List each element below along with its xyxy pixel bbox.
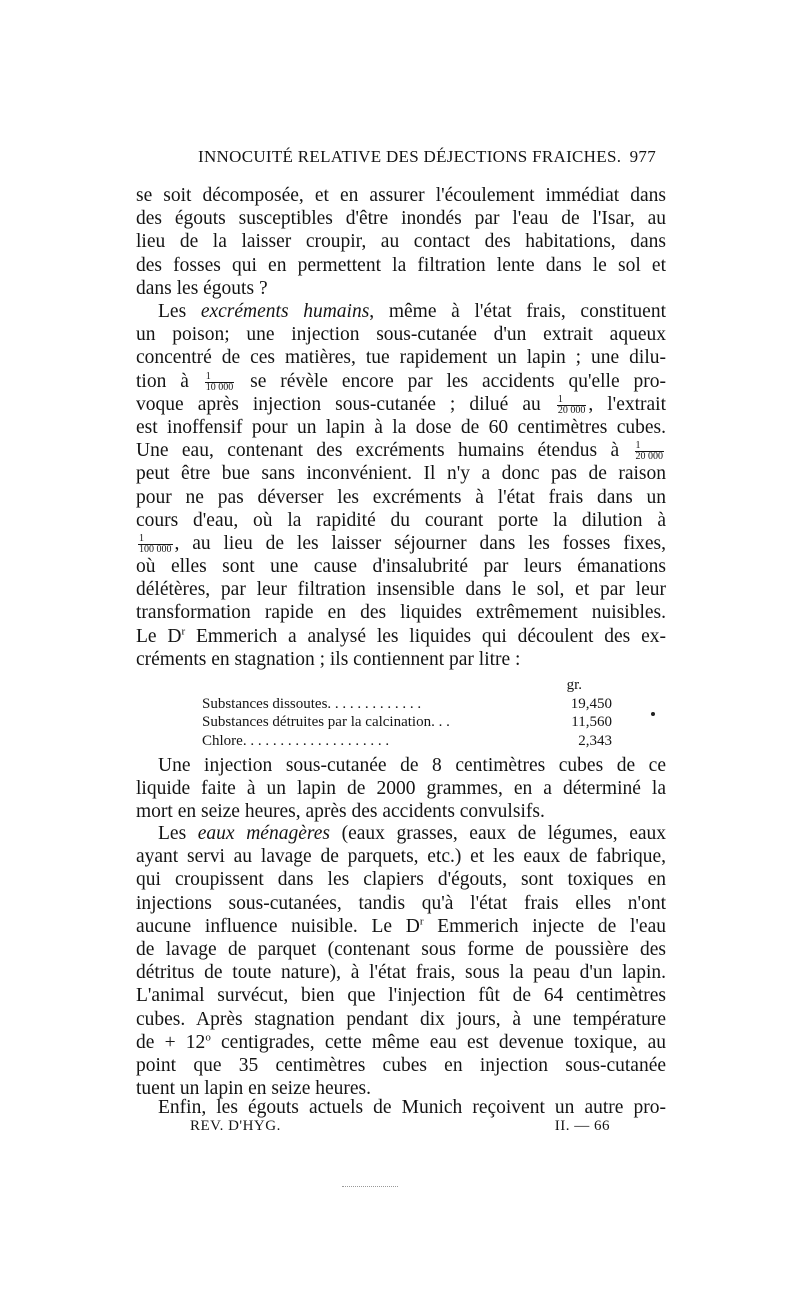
text-line: de lavage de parquet (contenant sous forme de poussière des xyxy=(136,938,666,960)
text-line: ayant servi au lavage de parquets, etc.) et les eaux de fabrique, xyxy=(136,846,666,868)
text-line: voque après injection sous-cutanée ; dilué au $\frac{1}{20 000}$ , l'extrait xyxy=(136,393,666,416)
text-line: lieu de la laisser croupir, au contact des habitations, dans xyxy=(136,231,666,253)
fraction: $\frac{1}{100 000}$ xyxy=(139,532,172,555)
text-line: des égouts susceptibles d'être inondés par l'eau de l'Isar, au xyxy=(136,208,666,230)
row-value: 11,560 xyxy=(571,714,612,730)
text-line: délétères, par leur filtration insensible dans le sol, et par leur xyxy=(136,579,666,601)
text-line: est inoffensif pour un lapin à la dose de 60 centimètres cubes. xyxy=(136,416,666,438)
text-line: des fosses qui en permettent la filtration lente dans le sol et xyxy=(136,254,666,276)
ink-speck xyxy=(651,712,655,716)
text-line: point que 35 centimètres cubes en injection sous-cutanée xyxy=(136,1054,666,1076)
text-line: concentré de ces matières, tue rapidement un lapin ; une dilu- xyxy=(136,347,666,369)
text-line: Enfin, les égouts actuels de Munich reçoivent un autre pro- xyxy=(158,1097,666,1118)
table-row xyxy=(202,695,612,714)
journal-abbrev: REV. D'HYG. xyxy=(190,1118,281,1134)
text-line: aucune influence nuisible. Le $D^r$ Emmerich injecte de l'eau xyxy=(136,915,666,937)
text-line: de + $12^o$ centigrades, cette même eau est devenue toxique, au xyxy=(136,1031,666,1053)
text-line: créments en stagnation ; ils contiennent par litre : xyxy=(136,648,521,670)
text-line: mort en seize heures, après des accidents convulsifs. xyxy=(136,801,545,823)
row-value: 2,343 xyxy=(578,732,612,749)
text-line: qui croupissent dans les clapiers d'égouts, sont toxiques en xyxy=(136,869,666,891)
table-row xyxy=(202,713,612,732)
text-line: un poison; une injection sous-cutanée d'un extrait aqueux xyxy=(136,324,666,346)
text-line: pour ne pas déverser les excréments à l'état frais dans un xyxy=(136,486,666,508)
text-line: Les eaux ménagères (eaux grasses, eaux de légumes, eaux xyxy=(158,823,667,844)
text-line: où elles sont une cause d'insalubrité par leurs émanations xyxy=(136,556,666,578)
table-row xyxy=(202,732,612,751)
text-line: transformation rapide en des liquides extrêmement nuisibles. xyxy=(136,602,666,624)
text-line: tion à $\frac{1}{10 000}$ se révèle encore par les accidents qu'elle pro- xyxy=(136,370,666,393)
emphasis: eaux ménagères xyxy=(197,823,330,844)
paragraph-2 xyxy=(136,300,666,671)
text-line: Les excréments humains, même à l'état frais, constituent xyxy=(158,301,666,322)
row-value: 19,450 xyxy=(570,695,612,712)
running-title: INNOCUITÉ RELATIVE DES DÉJECTIONS FRAICHES. xyxy=(198,147,622,166)
row-label: Chlore. . . . . . . . . . . . . . . . . . . . xyxy=(202,732,390,749)
paragraph-3 xyxy=(136,754,666,824)
unit-label: gr. xyxy=(566,677,582,693)
text-line: Une injection sous-cutanée de 8 centimètres cubes de ce xyxy=(158,755,666,776)
text-line: se soit décomposée, et en assurer l'écoulement immédiat dans xyxy=(136,185,666,206)
row-label: Substances détruites par la calcination. . . xyxy=(202,714,450,730)
emphasis: excréments humains xyxy=(200,301,370,322)
running-header xyxy=(198,147,656,167)
text-line: $\frac{1}{100 000}$ , au lieu de les laisser séjourner dans les fosses fixes, xyxy=(139,532,666,555)
text-line: Le $D^r$ Emmerich a analysé les liquides qui découlent des ex- xyxy=(136,625,666,647)
fraction: $\frac{1}{20 000}$ xyxy=(635,440,664,463)
text-line: injections sous-cutanées, tandis qu'à l'état frais elles n'ont xyxy=(136,892,666,914)
paragraph-5 xyxy=(136,1096,666,1119)
row-label: Substances dissoutes. . . . . . . . . . . . . xyxy=(202,695,422,712)
text-line: détritus de toute nature), à l'état frais, sous la peau d'un lapin. xyxy=(136,962,666,984)
page-number: 977 xyxy=(629,147,656,166)
text-line: liquide faite à un lapin de 2000 grammes, en a déterminé la xyxy=(136,778,666,800)
signature-mark: II. — 66 xyxy=(554,1118,610,1134)
text-line: L'animal survécut, bien que l'injection fût de 64 centimètres xyxy=(136,985,666,1007)
fraction: $\frac{1}{20 000}$ xyxy=(557,393,586,416)
text-line: tuent un lapin en seize heures. xyxy=(136,1078,371,1100)
fraction: $\frac{1}{10 000}$ xyxy=(205,370,234,393)
paragraph-4 xyxy=(136,822,666,1100)
paragraph-1 xyxy=(136,184,666,300)
text-line: cours d'eau, où la rapidité du courant porte la dilution à xyxy=(136,509,666,531)
composition-table xyxy=(202,676,612,750)
text-line: Une eau, contenant des excréments humains étendus à $\frac{1}{20 000}$ xyxy=(136,440,664,463)
text-line: cubes. Après stagnation pendant dix jours, à une température xyxy=(136,1008,666,1030)
text-line: dans les égouts ? xyxy=(136,277,268,299)
text-line: peut être bue sans inconvénient. Il n'y a donc pas de raison xyxy=(136,463,666,485)
scan-artifact xyxy=(342,1186,398,1187)
signature-footer xyxy=(190,1118,610,1135)
